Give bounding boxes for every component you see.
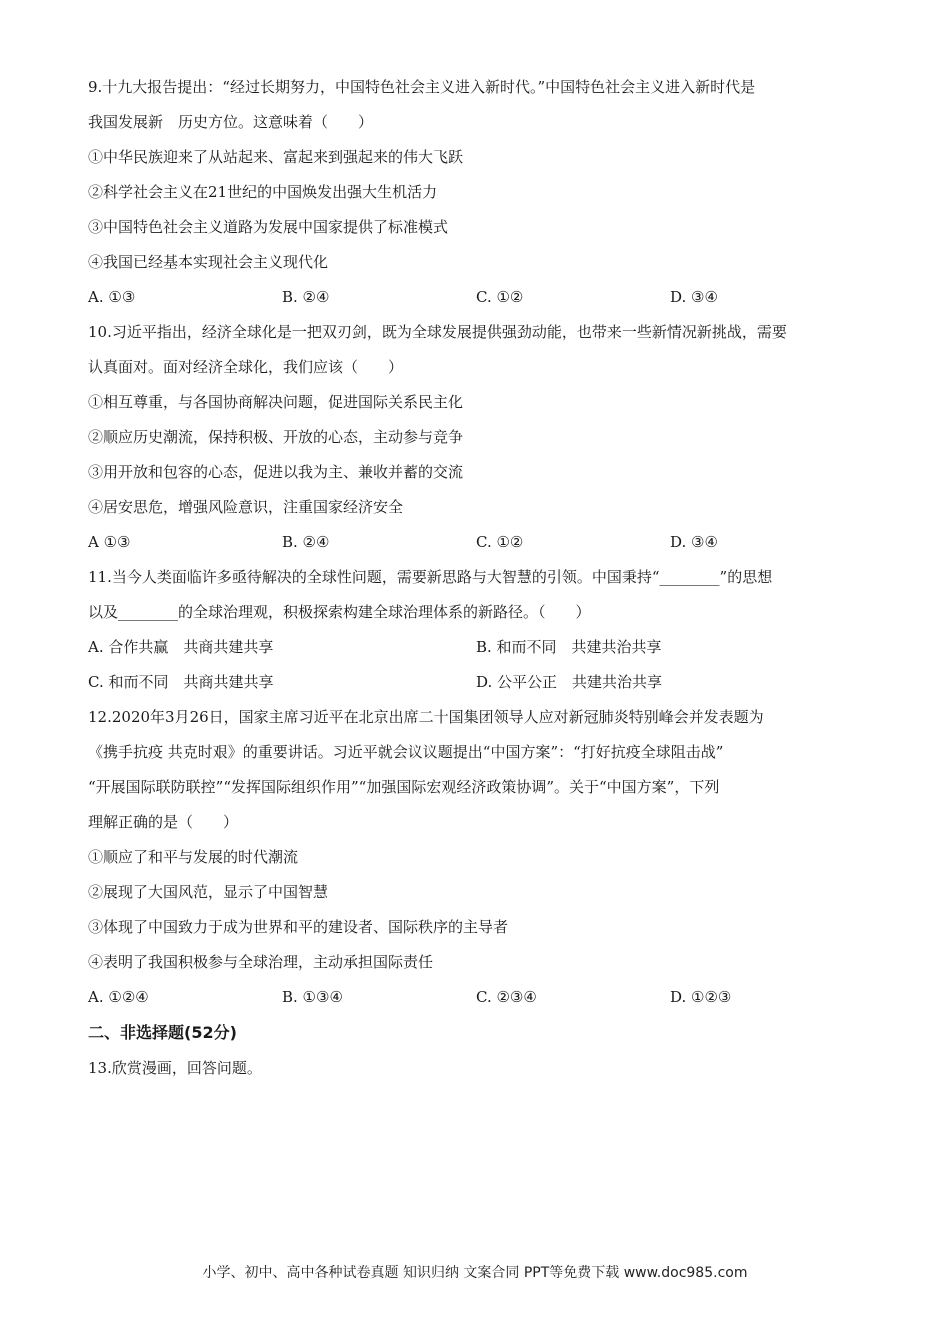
option-c[interactable]: C. 和而不同 共商共建共享 bbox=[88, 673, 274, 691]
answer-options bbox=[88, 980, 878, 1015]
question-stem-line: 认真面对。面对经济全球化，我们应该（ ） bbox=[88, 358, 404, 376]
question-10 bbox=[88, 315, 878, 560]
page-footer: 小学、初中、高中各种试卷真题 知识归纳 文案合同 PPT等免费下载 www.doc985.com bbox=[202, 1265, 748, 1281]
option-a[interactable]: A. ①③ bbox=[88, 288, 136, 306]
option-d[interactable]: D. ③④ bbox=[670, 533, 718, 551]
statement-item: ③中国特色社会主义道路为发展中国家提供了标准模式 bbox=[88, 218, 449, 236]
answer-options bbox=[88, 630, 878, 665]
option-c[interactable]: C. ①② bbox=[476, 288, 524, 306]
statement-item: ②顺应历史潮流，保持积极、开放的心态，主动参与竞争 bbox=[88, 428, 464, 446]
answer-options bbox=[88, 280, 878, 315]
question-11 bbox=[88, 560, 878, 700]
option-d[interactable]: D. ①②③ bbox=[670, 988, 732, 1006]
question-stem-line: 以及________的全球治理观，积极探索构建全球治理体系的新路径。（ ） bbox=[88, 603, 591, 621]
question-stem-line: 10.习近平指出，经济全球化是一把双刃剑，既为全球发展提供强劲动能，也带来一些新情况新挑战，需要 bbox=[88, 323, 787, 341]
question-12 bbox=[88, 700, 878, 1015]
option-d[interactable]: D. ③④ bbox=[670, 288, 718, 306]
question-stem-line: “开展国际联防联控”“发挥国际组织作用”“加强国际宏观经济政策协调”。关于“中国方案”，下列 bbox=[88, 778, 720, 796]
option-d[interactable]: D. 公平公正 共建共治共享 bbox=[476, 673, 663, 691]
question-stem-line: 理解正确的是（ ） bbox=[88, 813, 239, 831]
statement-item: ③体现了中国致力于成为世界和平的建设者、国际秩序的主导者 bbox=[88, 918, 509, 936]
statement-item: ④居安思危，增强风险意识，注重国家经济安全 bbox=[88, 498, 404, 516]
question-13-stem: 13.欣赏漫画，回答问题。 bbox=[88, 1059, 262, 1077]
section-heading: 二、非选择题(52分) bbox=[88, 1023, 237, 1042]
question-stem-line: 我国发展新 历史方位。这意味着（ ） bbox=[88, 113, 374, 131]
option-a[interactable]: A ①③ bbox=[88, 533, 131, 551]
statement-item: ②展现了大国风范，显示了中国智慧 bbox=[88, 883, 329, 901]
option-b[interactable]: B. ①③④ bbox=[282, 988, 343, 1006]
option-b[interactable]: B. 和而不同 共建共治共享 bbox=[476, 638, 662, 656]
option-a[interactable]: A. 合作共赢 共商共建共享 bbox=[88, 638, 274, 656]
statement-item: ①中华民族迎来了从站起来、富起来到强起来的伟大飞跃 bbox=[88, 148, 464, 166]
statement-item: ④表明了我国积极参与全球治理，主动承担国际责任 bbox=[88, 953, 434, 971]
statement-item: ④我国已经基本实现社会主义现代化 bbox=[88, 253, 329, 271]
question-stem-line: 11.当今人类面临许多亟待解决的全球性问题，需要新思路与大智慧的引领。中国秉持“________”的思想 bbox=[88, 568, 773, 586]
statement-item: ①相互尊重，与各国协商解决问题，促进国际关系民主化 bbox=[88, 393, 464, 411]
option-b[interactable]: B. ②④ bbox=[282, 288, 330, 306]
option-b[interactable]: B. ②④ bbox=[282, 533, 330, 551]
option-c[interactable]: C. ①② bbox=[476, 533, 524, 551]
answer-options bbox=[88, 525, 878, 560]
exam-page bbox=[88, 70, 878, 1086]
statement-item: ①顺应了和平与发展的时代潮流 bbox=[88, 848, 299, 866]
option-c[interactable]: C. ②③④ bbox=[476, 988, 537, 1006]
question-stem-line: 9.十九大报告提出：“经过长期努力，中国特色社会主义进入新时代。”中国特色社会主义进入新时代是 bbox=[88, 78, 756, 96]
option-a[interactable]: A. ①②④ bbox=[88, 988, 149, 1006]
question-stem-line: 12.2020年3月26日，国家主席习近平在北京出席二十国集团领导人应对新冠肺炎特别峰会并发表题为 bbox=[88, 708, 764, 726]
answer-options bbox=[88, 665, 878, 700]
statement-item: ③用开放和包容的心态，促进以我为主、兼收并蓄的交流 bbox=[88, 463, 464, 481]
question-9 bbox=[88, 70, 878, 315]
statement-item: ②科学社会主义在21世纪的中国焕发出强大生机活力 bbox=[88, 183, 438, 201]
question-stem-line: 《携手抗疫 共克时艰》的重要讲话。习近平就会议议题提出“中国方案”：“打好抗疫全球阻击战” bbox=[88, 743, 724, 761]
